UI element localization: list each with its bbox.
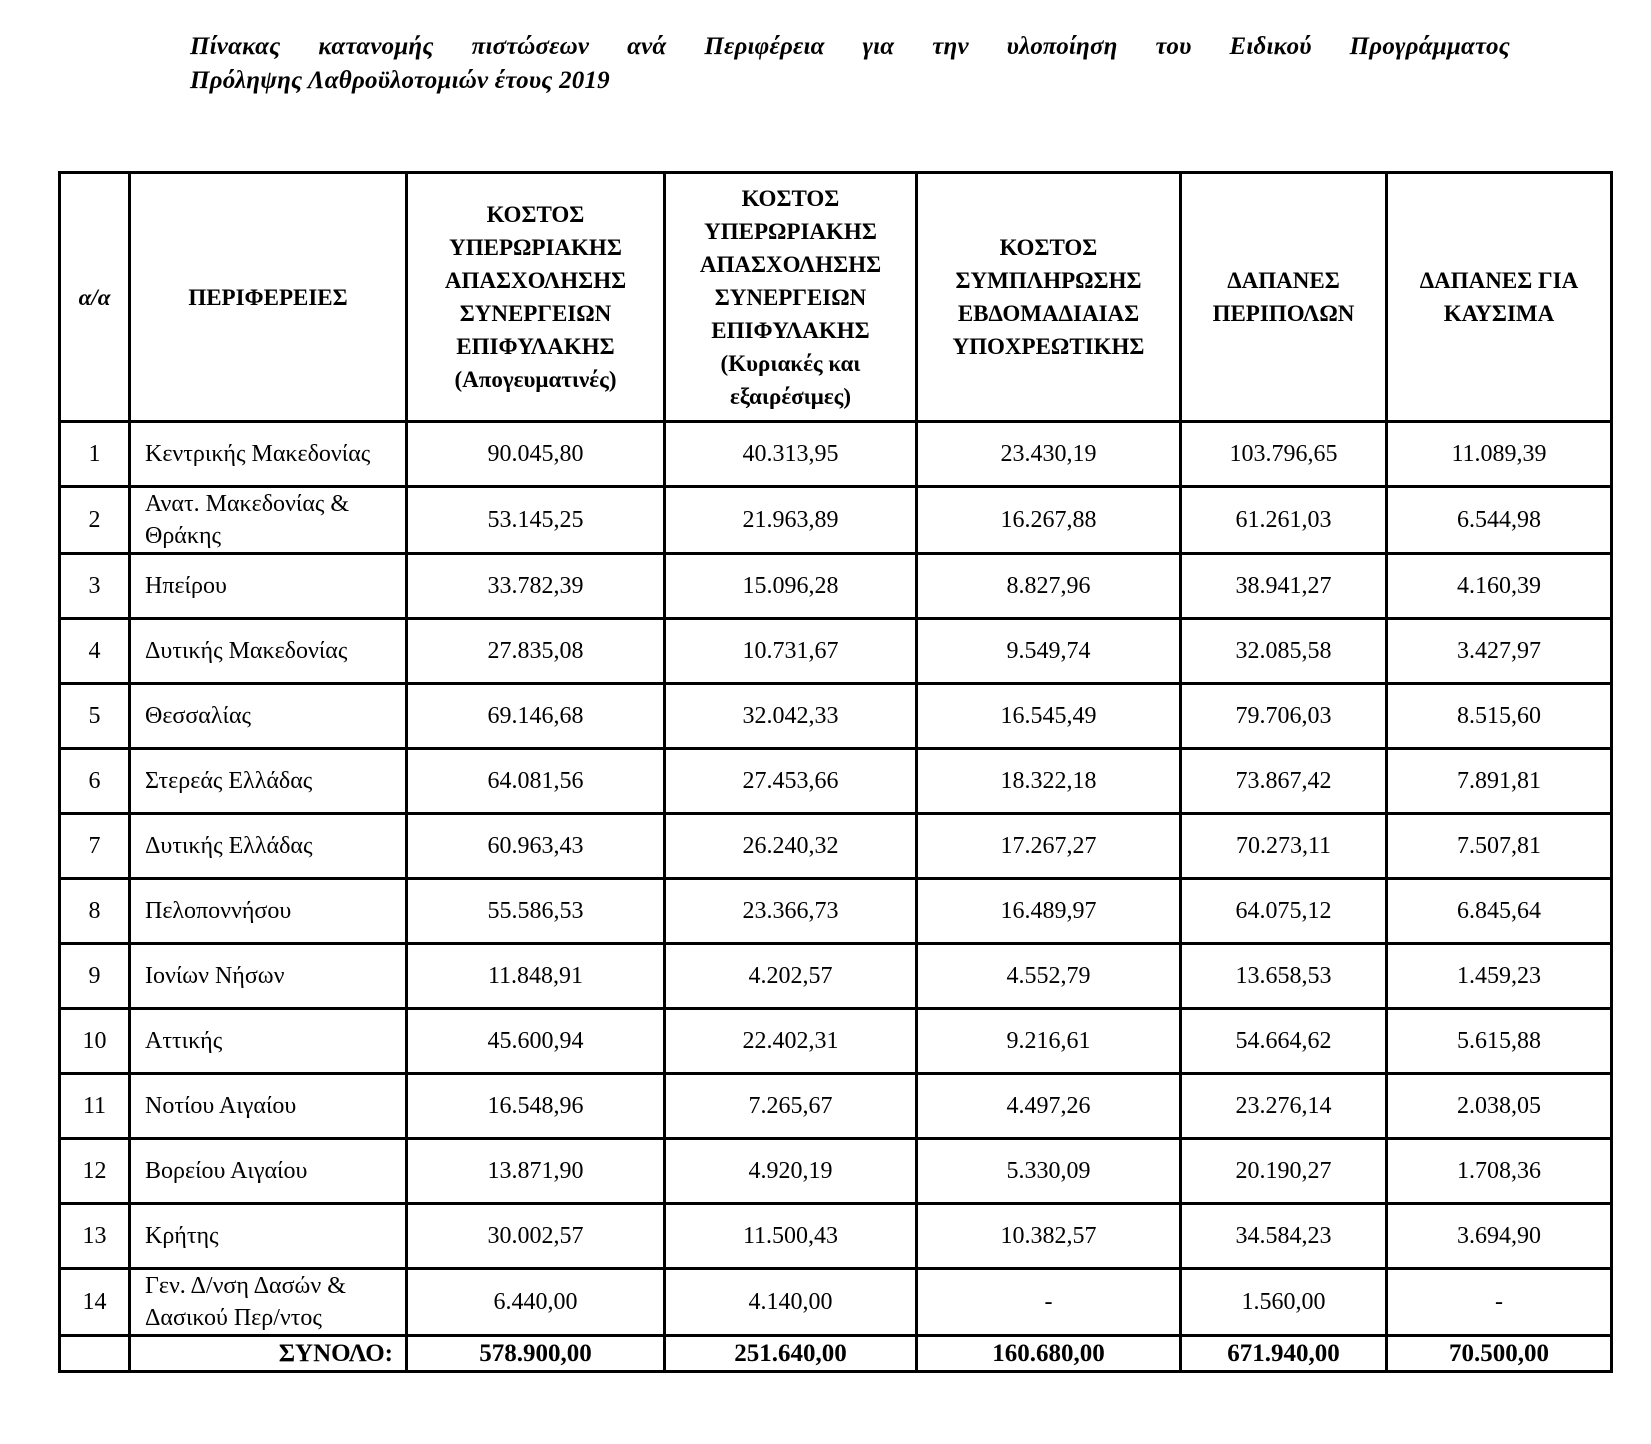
patrol-expenses: 38.941,27 bbox=[1181, 554, 1387, 619]
overtime-afternoon-cost: 6.440,00 bbox=[407, 1269, 665, 1336]
overtime-afternoon-cost: 16.548,96 bbox=[407, 1074, 665, 1139]
fuel-expenses: 7.891,81 bbox=[1387, 749, 1612, 814]
overtime-sundays-cost: 7.265,67 bbox=[665, 1074, 917, 1139]
overtime-sundays-cost: 11.500,43 bbox=[665, 1204, 917, 1269]
overtime-sundays-cost: 40.313,95 bbox=[665, 422, 917, 487]
patrol-expenses: 61.261,03 bbox=[1181, 487, 1387, 554]
total-label: ΣΥΝΟΛΟ: bbox=[130, 1336, 407, 1372]
patrol-expenses: 34.584,23 bbox=[1181, 1204, 1387, 1269]
fuel-expenses: 6.845,64 bbox=[1387, 879, 1612, 944]
allocation-table bbox=[58, 171, 1613, 1373]
region-name: Κρήτης bbox=[130, 1204, 407, 1269]
patrol-expenses: 79.706,03 bbox=[1181, 684, 1387, 749]
weekly-completion-cost: 9.549,74 bbox=[917, 619, 1181, 684]
overtime-afternoon-cost: 30.002,57 bbox=[407, 1204, 665, 1269]
header-serial-number: α/α bbox=[60, 173, 130, 422]
fuel-expenses: 8.515,60 bbox=[1387, 684, 1612, 749]
weekly-completion-cost: 16.545,49 bbox=[917, 684, 1181, 749]
total-empty-cell bbox=[60, 1336, 130, 1372]
document-title bbox=[190, 30, 1510, 98]
table-row bbox=[60, 487, 1612, 554]
patrol-expenses: 73.867,42 bbox=[1181, 749, 1387, 814]
weekly-completion-cost: 4.497,26 bbox=[917, 1074, 1181, 1139]
total-fuel-expenses: 70.500,00 bbox=[1387, 1336, 1612, 1372]
patrol-expenses: 13.658,53 bbox=[1181, 944, 1387, 1009]
weekly-completion-cost: 9.216,61 bbox=[917, 1009, 1181, 1074]
weekly-completion-cost: 23.430,19 bbox=[917, 422, 1181, 487]
header-row bbox=[60, 173, 1612, 422]
overtime-sundays-cost: 22.402,31 bbox=[665, 1009, 917, 1074]
fuel-expenses: 1.459,23 bbox=[1387, 944, 1612, 1009]
table-row bbox=[60, 684, 1612, 749]
fuel-expenses: 6.544,98 bbox=[1387, 487, 1612, 554]
overtime-afternoon-cost: 90.045,80 bbox=[407, 422, 665, 487]
table-row bbox=[60, 1269, 1612, 1336]
row-number: 4 bbox=[60, 619, 130, 684]
row-number: 8 bbox=[60, 879, 130, 944]
fuel-expenses: 4.160,39 bbox=[1387, 554, 1612, 619]
table-row bbox=[60, 1074, 1612, 1139]
region-name: Βορείου Αιγαίου bbox=[130, 1139, 407, 1204]
region-name: Αττικής bbox=[130, 1009, 407, 1074]
region-name: Κεντρικής Μακεδονίας bbox=[130, 422, 407, 487]
total-overtime-afternoon: 578.900,00 bbox=[407, 1336, 665, 1372]
total-overtime-sundays: 251.640,00 bbox=[665, 1336, 917, 1372]
region-name: Γεν. Δ/νση Δασών & Δασικού Περ/ντος bbox=[130, 1269, 407, 1336]
overtime-afternoon-cost: 45.600,94 bbox=[407, 1009, 665, 1074]
row-number: 13 bbox=[60, 1204, 130, 1269]
row-number: 12 bbox=[60, 1139, 130, 1204]
weekly-completion-cost: 8.827,96 bbox=[917, 554, 1181, 619]
overtime-sundays-cost: 15.096,28 bbox=[665, 554, 917, 619]
overtime-sundays-cost: 26.240,32 bbox=[665, 814, 917, 879]
table-row bbox=[60, 879, 1612, 944]
table-row bbox=[60, 554, 1612, 619]
weekly-completion-cost: 10.382,57 bbox=[917, 1204, 1181, 1269]
header-regions: ΠΕΡΙΦΕΡΕΙΕΣ bbox=[130, 173, 407, 422]
overtime-afternoon-cost: 13.871,90 bbox=[407, 1139, 665, 1204]
overtime-sundays-cost: 4.920,19 bbox=[665, 1139, 917, 1204]
overtime-afternoon-cost: 69.146,68 bbox=[407, 684, 665, 749]
row-number: 7 bbox=[60, 814, 130, 879]
overtime-afternoon-cost: 11.848,91 bbox=[407, 944, 665, 1009]
fuel-expenses: 2.038,05 bbox=[1387, 1074, 1612, 1139]
weekly-completion-cost: 18.322,18 bbox=[917, 749, 1181, 814]
overtime-afternoon-cost: 33.782,39 bbox=[407, 554, 665, 619]
fuel-expenses: 7.507,81 bbox=[1387, 814, 1612, 879]
table-row bbox=[60, 814, 1612, 879]
row-number: 10 bbox=[60, 1009, 130, 1074]
patrol-expenses: 70.273,11 bbox=[1181, 814, 1387, 879]
overtime-afternoon-cost: 53.145,25 bbox=[407, 487, 665, 554]
row-number: 9 bbox=[60, 944, 130, 1009]
weekly-completion-cost: 17.267,27 bbox=[917, 814, 1181, 879]
row-number: 1 bbox=[60, 422, 130, 487]
header-patrol-expenses: ΔΑΠΑΝΕΣ ΠΕΡΙΠΟΛΩΝ bbox=[1181, 173, 1387, 422]
row-number: 6 bbox=[60, 749, 130, 814]
overtime-sundays-cost: 21.963,89 bbox=[665, 487, 917, 554]
title-line-1: Πίνακας κατανομής πιστώσεων ανά Περιφέρεια για την υλοποίηση του Ειδικού Προγράμματος bbox=[190, 33, 1510, 60]
row-number: 3 bbox=[60, 554, 130, 619]
fuel-expenses: 5.615,88 bbox=[1387, 1009, 1612, 1074]
table-row bbox=[60, 1009, 1612, 1074]
header-overtime-sundays-cost: ΚΟΣΤΟΣ ΥΠΕΡΩΡΙΑΚΗΣ ΑΠΑΣΧΟΛΗΣΗΣ ΣΥΝΕΡΓΕΙΩΝ ΕΠΙΦΥΛΑΚΗΣ (Κυριακές και εξαιρέσιμες) bbox=[665, 173, 917, 422]
patrol-expenses: 23.276,14 bbox=[1181, 1074, 1387, 1139]
patrol-expenses: 103.796,65 bbox=[1181, 422, 1387, 487]
fuel-expenses: 11.089,39 bbox=[1387, 422, 1612, 487]
patrol-expenses: 20.190,27 bbox=[1181, 1139, 1387, 1204]
overtime-sundays-cost: 10.731,67 bbox=[665, 619, 917, 684]
row-number: 5 bbox=[60, 684, 130, 749]
table-row bbox=[60, 944, 1612, 1009]
overtime-sundays-cost: 4.140,00 bbox=[665, 1269, 917, 1336]
header-fuel-expenses: ΔΑΠΑΝΕΣ ΓΙΑ ΚΑΥΣΙΜΑ bbox=[1387, 173, 1612, 422]
row-number: 2 bbox=[60, 487, 130, 554]
row-number: 11 bbox=[60, 1074, 130, 1139]
overtime-sundays-cost: 23.366,73 bbox=[665, 879, 917, 944]
overtime-afternoon-cost: 27.835,08 bbox=[407, 619, 665, 684]
fuel-expenses: 3.694,90 bbox=[1387, 1204, 1612, 1269]
title-line-2: Πρόληψης Λαθροϋλοτομιών έτους 2019 bbox=[190, 67, 610, 94]
region-name: Ηπείρου bbox=[130, 554, 407, 619]
fuel-expenses: 1.708,36 bbox=[1387, 1139, 1612, 1204]
table-row bbox=[60, 1139, 1612, 1204]
region-name: Ιονίων Νήσων bbox=[130, 944, 407, 1009]
weekly-completion-cost: 16.489,97 bbox=[917, 879, 1181, 944]
total-patrol-expenses: 671.940,00 bbox=[1181, 1336, 1387, 1372]
weekly-completion-cost: 5.330,09 bbox=[917, 1139, 1181, 1204]
region-name: Ανατ. Μακεδονίας & Θράκης bbox=[130, 487, 407, 554]
fuel-expenses: - bbox=[1387, 1269, 1612, 1336]
total-weekly-completion: 160.680,00 bbox=[917, 1336, 1181, 1372]
region-name: Νοτίου Αιγαίου bbox=[130, 1074, 407, 1139]
table-row bbox=[60, 749, 1612, 814]
patrol-expenses: 1.560,00 bbox=[1181, 1269, 1387, 1336]
row-number: 14 bbox=[60, 1269, 130, 1336]
overtime-sundays-cost: 27.453,66 bbox=[665, 749, 917, 814]
region-name: Θεσσαλίας bbox=[130, 684, 407, 749]
region-name: Δυτικής Μακεδονίας bbox=[130, 619, 407, 684]
weekly-completion-cost: 16.267,88 bbox=[917, 487, 1181, 554]
region-name: Δυτικής Ελλάδας bbox=[130, 814, 407, 879]
patrol-expenses: 32.085,58 bbox=[1181, 619, 1387, 684]
patrol-expenses: 64.075,12 bbox=[1181, 879, 1387, 944]
table-row bbox=[60, 1204, 1612, 1269]
overtime-sundays-cost: 4.202,57 bbox=[665, 944, 917, 1009]
weekly-completion-cost: 4.552,79 bbox=[917, 944, 1181, 1009]
table-row bbox=[60, 619, 1612, 684]
overtime-afternoon-cost: 55.586,53 bbox=[407, 879, 665, 944]
patrol-expenses: 54.664,62 bbox=[1181, 1009, 1387, 1074]
fuel-expenses: 3.427,97 bbox=[1387, 619, 1612, 684]
overtime-afternoon-cost: 60.963,43 bbox=[407, 814, 665, 879]
weekly-completion-cost: - bbox=[917, 1269, 1181, 1336]
region-name: Στερεάς Ελλάδας bbox=[130, 749, 407, 814]
overtime-sundays-cost: 32.042,33 bbox=[665, 684, 917, 749]
table-row bbox=[60, 422, 1612, 487]
total-row bbox=[60, 1336, 1612, 1372]
region-name: Πελοποννήσου bbox=[130, 879, 407, 944]
header-overtime-afternoon-cost: ΚΟΣΤΟΣ ΥΠΕΡΩΡΙΑΚΗΣ ΑΠΑΣΧΟΛΗΣΗΣ ΣΥΝΕΡΓΕΙΩΝ ΕΠΙΦΥΛΑΚΗΣ (Απογευματινές) bbox=[407, 173, 665, 422]
header-weekly-completion-cost: ΚΟΣΤΟΣ ΣΥΜΠΛΗΡΩΣΗΣ ΕΒΔΟΜΑΔΙΑΙΑΣ ΥΠΟΧΡΕΩΤΙΚΗΣ bbox=[917, 173, 1181, 422]
overtime-afternoon-cost: 64.081,56 bbox=[407, 749, 665, 814]
